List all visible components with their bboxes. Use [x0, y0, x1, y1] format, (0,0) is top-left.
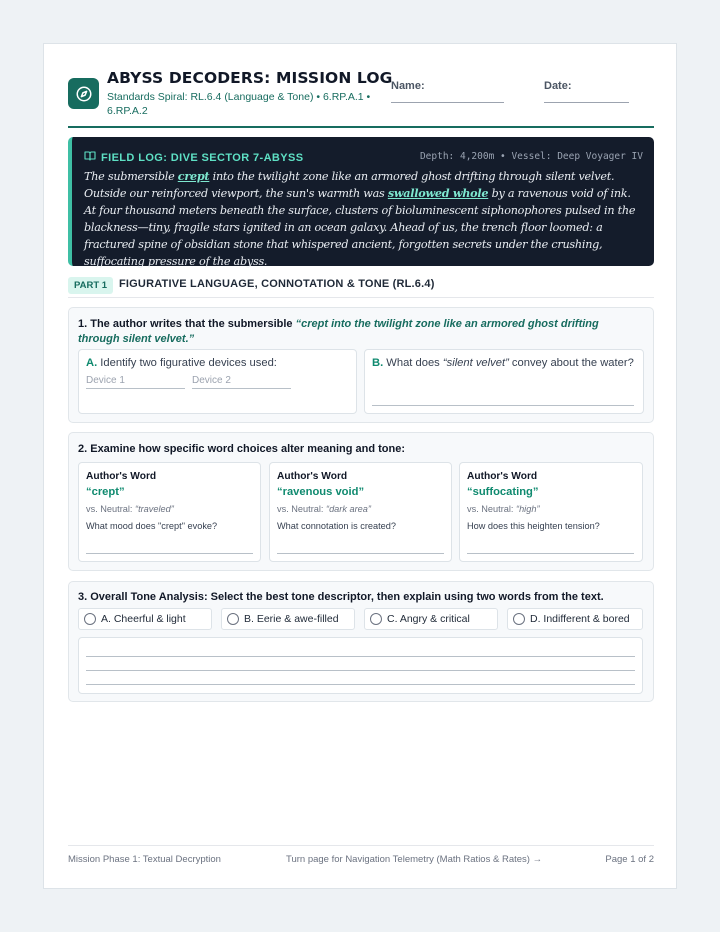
card-question: What connotation is created? — [277, 521, 396, 531]
part-badge: PART 1 — [68, 277, 113, 294]
card-answer-line[interactable] — [467, 553, 634, 554]
header-divider — [68, 126, 654, 128]
tone-option-d[interactable]: D. Indifferent & bored — [507, 608, 643, 630]
device-2-field[interactable] — [192, 388, 291, 389]
answer-line — [86, 684, 635, 685]
author-word: “ravenous void” — [277, 486, 365, 498]
device-1-field[interactable] — [86, 388, 185, 389]
card-question: How does this heighten tension? — [467, 521, 600, 531]
question-1b-card — [364, 349, 644, 414]
name-field[interactable] — [391, 102, 504, 103]
radio-icon[interactable] — [84, 613, 96, 625]
question-1a-card — [78, 349, 357, 414]
field-log-passage: The submersible crept into the twilight zone like an armored ghost drifting through silent velvet. Outside our reinforced viewport, the sun's warmth was swallowed whole by a ravenous void of ink. At four thousand meters beneath the surface, clusters of bioluminescent siphonophores pulsed in the blackness—tiny, fragile stars ignited in an ocean galaxy. Ahead of us, the trench floor loomed: a fractured spine of obsidian stone that whispered ancient, forgotten secrets under the crushing, suffocating pressure of the abyss. — [84, 169, 636, 268]
footer-left: Mission Phase 1: Textual Decryption — [68, 854, 221, 865]
word-card-1 — [78, 462, 261, 562]
radio-icon[interactable] — [227, 613, 239, 625]
card-answer-line[interactable] — [86, 553, 253, 554]
footer-center: Turn page for Navigation Telemetry (Math Ratios & Rates) → — [286, 854, 543, 865]
author-word: “crept” — [86, 486, 125, 498]
highlight-swallowed-whole: swallowed whole — [387, 186, 489, 200]
date-label: Date: — [544, 80, 572, 92]
author-word-label: Author's Word — [86, 471, 157, 482]
question-1b-text: B. What does “silent velvet” convey about the water? — [372, 357, 634, 369]
question-1a-text: A. Identify two figurative devices used: — [86, 357, 277, 369]
tone-explanation-box[interactable] — [78, 637, 643, 694]
part-1-header — [68, 276, 654, 298]
answer-line — [86, 670, 635, 671]
neutral-word: vs. Neutral: “dark area” — [277, 504, 371, 514]
radio-icon[interactable] — [370, 613, 382, 625]
question-3-prompt: 3. Overall Tone Analysis: Select the best tone descriptor, then explain using two words from the text. — [78, 591, 604, 603]
radio-icon[interactable] — [513, 613, 525, 625]
question-1 — [68, 307, 654, 423]
date-field[interactable] — [544, 102, 629, 103]
device-2-placeholder: Device 2 — [192, 375, 231, 386]
card-answer-line[interactable] — [277, 553, 444, 554]
author-word-label: Author's Word — [467, 471, 538, 482]
word-card-3 — [459, 462, 643, 562]
part-title: FIGURATIVE LANGUAGE, CONNOTATION & TONE (RL.6.4) — [119, 278, 435, 290]
question-2 — [68, 432, 654, 571]
neutral-word: vs. Neutral: “high” — [467, 504, 540, 514]
page-title: ABYSS DECODERS: MISSION LOG — [107, 69, 393, 87]
question-3 — [68, 581, 654, 702]
field-log-meta: Depth: 4,200m • Vessel: Deep Voyager IV — [419, 151, 643, 162]
tone-option-a[interactable]: A. Cheerful & light — [78, 608, 212, 630]
word-card-2 — [269, 462, 452, 562]
worksheet-page — [43, 43, 677, 889]
author-word-label: Author's Word — [277, 471, 348, 482]
footer — [68, 845, 654, 865]
header — [68, 68, 654, 130]
tone-option-b[interactable]: B. Eerie & awe-filled — [221, 608, 355, 630]
name-label: Name: — [391, 80, 425, 92]
question-2-prompt: 2. Examine how specific word choices alter meaning and tone: — [78, 443, 406, 455]
tone-option-c[interactable]: C. Angry & critical — [364, 608, 498, 630]
device-1-placeholder: Device 1 — [86, 375, 125, 386]
card-question: What mood does "crept" evoke? — [86, 521, 218, 531]
standards-subtitle: Standards Spiral: RL.6.4 (Language & Tone) • 6.RP.A.1 • 6.RP.A.2 — [107, 91, 371, 117]
book-icon — [84, 150, 96, 165]
question-1b-answer-line[interactable] — [372, 405, 634, 406]
field-log-title-text: FIELD LOG: DIVE SECTOR 7-ABYSS — [101, 151, 304, 164]
author-word: “suffocating” — [467, 486, 539, 498]
page-number: Page 1 of 2 — [605, 854, 654, 865]
answer-line — [86, 656, 635, 657]
field-log-title — [84, 150, 304, 165]
neutral-word: vs. Neutral: “traveled” — [86, 504, 174, 514]
highlight-crept: crept — [177, 169, 210, 183]
compass-icon — [68, 78, 99, 109]
question-1-prompt: 1. The author writes that the submersible “crept into the twilight zone like an armored ghost drifting through silent velvet.” — [78, 318, 599, 345]
field-log-panel — [68, 137, 654, 266]
